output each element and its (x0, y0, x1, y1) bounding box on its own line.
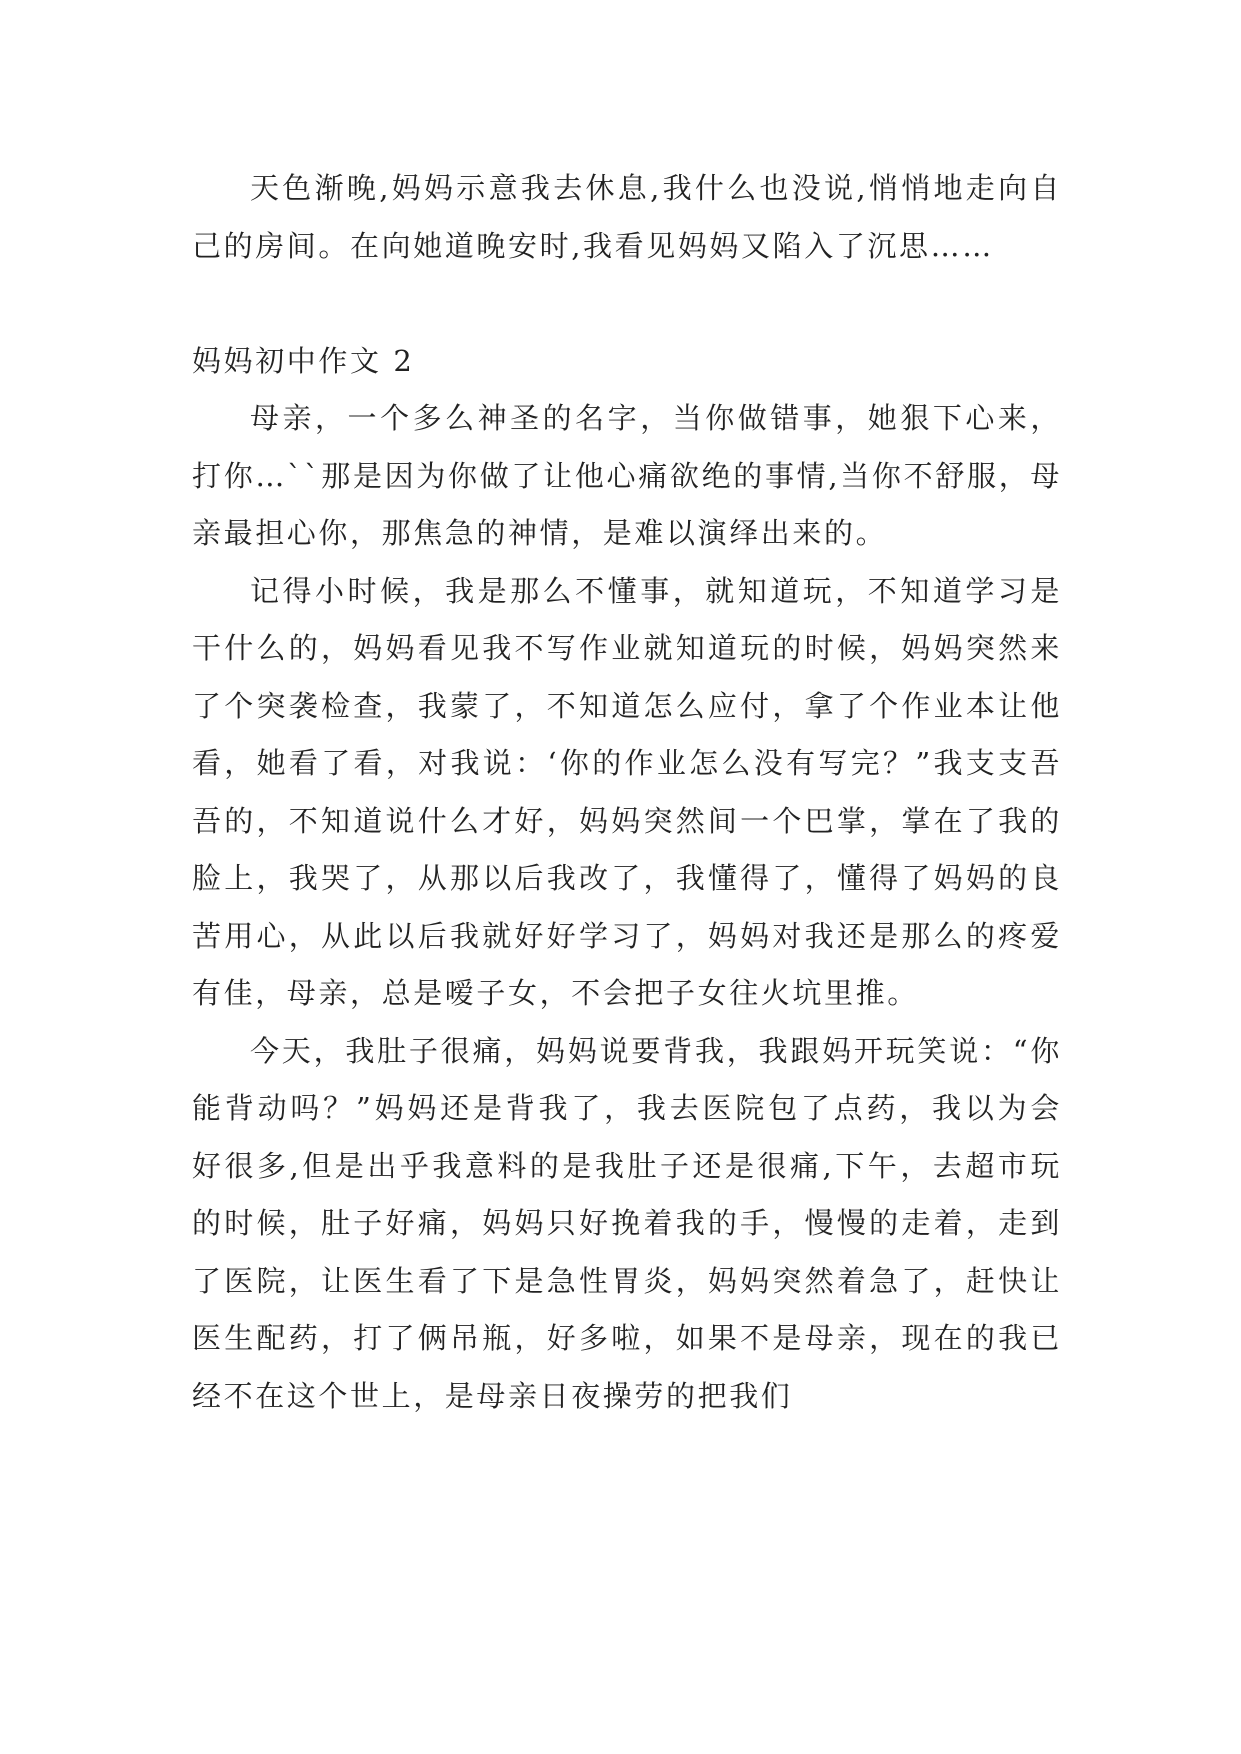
paragraph-stomachache: 今天，我肚子很痛，妈妈说要背我，我跟妈开玩笑说：“你能背动吗？”妈妈还是背我了，我去医院包了点药，我以为会好很多,但是出乎我意料的是我肚子还是很痛,下午，去超市玩的时候，肚子好痛，妈妈只好挽着我的手，慢慢的走着，走到了医院，让医生看了下是急性胃炎，妈妈突然着急了，赶快让医生配药，打了俩吊瓶，好多啦，如果不是母亲，现在的我已经不在这个世上，是母亲日夜操劳的把我们 (192, 1033, 1062, 1413)
paragraph-evening: 天色渐晚,妈妈示意我去休息,我什么也没说,悄悄地走向自己的房间。在向她道晚安时,我看见妈妈又陷入了沉思…… (192, 171, 1062, 263)
section-gap (192, 275, 1062, 333)
section-title: 妈妈初中作文 2 (192, 343, 415, 378)
paragraph-childhood: 记得小时候，我是那么不懂事，就知道玩，不知道学习是干什么的，妈妈看见我不写作业就知道玩的时候，妈妈突然来了个突袭检查，我蒙了，不知道怎么应付，拿了个作业本让他看，她看了看，对我说：‘你的作业怎么没有写完？”我支支吾吾的，不知道说什么才好，妈妈突然间一个巴掌，掌在了我的脸上，我哭了，从那以后我改了，我懂得了，懂得了妈妈的良苦用心，从此以后我就好好学习了，妈妈对我还是那么的疼爱有佳，母亲，总是嗳子女，不会把子女往火坑里推。 (192, 573, 1062, 1010)
document-body (192, 160, 1062, 1425)
paragraph-mother-name: 母亲，一个多么神圣的名字，当你做错事，她狠下心来，打你…``那是因为你做了让他心痛欲绝的事情,当你不舒服，母亲最担心你，那焦急的神情，是难以演绎出来的。 (192, 401, 1062, 550)
